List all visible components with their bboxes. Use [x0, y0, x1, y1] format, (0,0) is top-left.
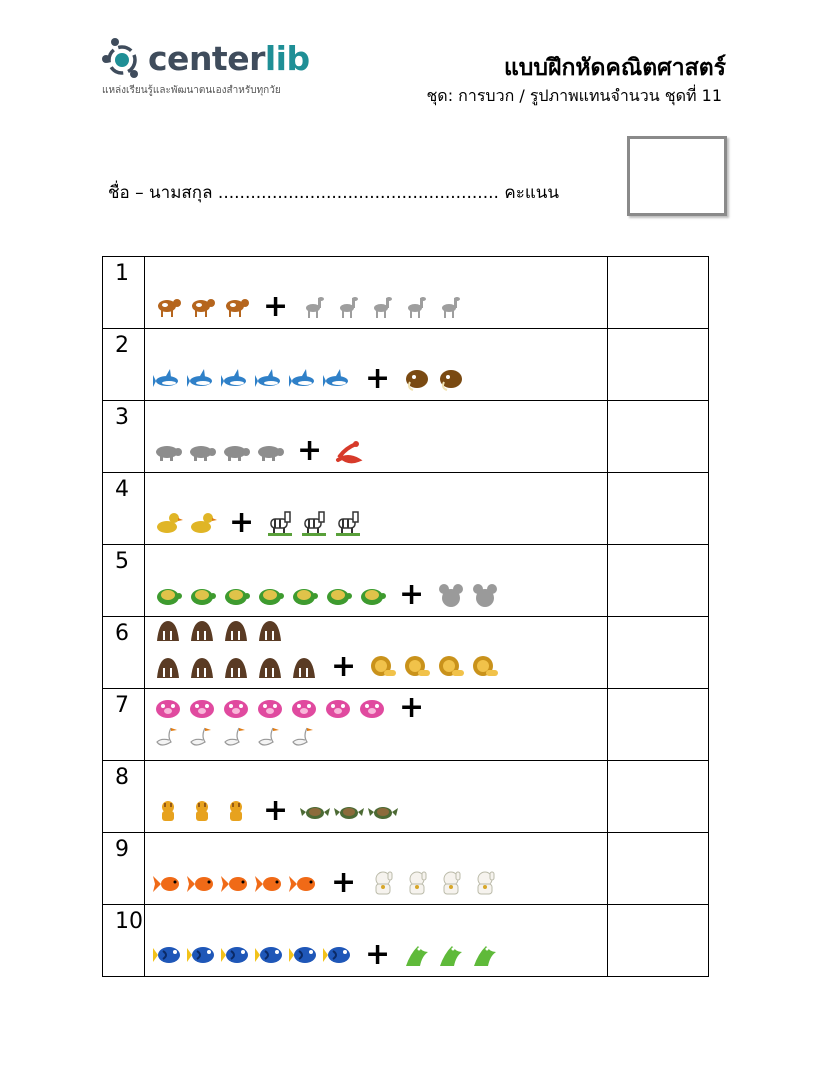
problem-row — [103, 329, 709, 401]
tiger-icon — [221, 798, 251, 824]
goose-icon — [221, 724, 251, 750]
answer-box[interactable] — [608, 689, 709, 761]
luckycat-icon — [470, 870, 500, 896]
shark-icon — [221, 366, 251, 392]
seaturtle-icon — [334, 798, 364, 824]
pig-icon — [255, 695, 285, 721]
problem-pictures — [145, 761, 608, 833]
goose-icon — [187, 724, 217, 750]
seaturtle-icon — [368, 798, 398, 824]
pig-icon — [187, 695, 217, 721]
shark-icon — [255, 366, 285, 392]
turtle-icon — [221, 582, 251, 608]
tiger-icon — [187, 798, 217, 824]
problem-row — [103, 833, 709, 905]
problem-pictures — [145, 833, 608, 905]
problem-row — [103, 257, 709, 329]
cow-icon — [187, 294, 217, 320]
worksheet-subtitle: ชุด: การบวก / รูปภาพแทนจำนวน ชุดที่ 11 — [426, 86, 722, 105]
problem-row — [103, 545, 709, 617]
answer-box[interactable] — [608, 473, 709, 545]
problem-number: 9 — [103, 833, 145, 905]
cow-icon — [153, 294, 183, 320]
turtle-icon — [289, 582, 319, 608]
plus-sign: + — [263, 289, 289, 324]
donkey-icon — [402, 294, 432, 320]
problem-row — [103, 617, 709, 689]
shark-icon — [323, 366, 353, 392]
plus-sign: + — [229, 505, 255, 540]
problem-pictures — [145, 545, 608, 617]
plus-sign: + — [331, 865, 357, 900]
answer-box[interactable] — [608, 329, 709, 401]
problem-number: 8 — [103, 761, 145, 833]
student-name-field[interactable]: ชื่อ – นามสกุล .................................................... คะแนน — [108, 183, 560, 203]
shark-icon — [187, 366, 217, 392]
walrus-icon — [255, 617, 285, 643]
answer-box[interactable] — [608, 545, 709, 617]
crocodile-icon — [436, 942, 466, 968]
duck-icon — [187, 510, 217, 536]
luckycat-icon — [368, 870, 398, 896]
pig-icon — [221, 695, 251, 721]
donkey-icon — [334, 294, 364, 320]
seaturtle-icon — [300, 798, 330, 824]
walrus-icon — [153, 617, 183, 643]
lion-icon — [368, 654, 398, 680]
goldfish-icon — [221, 870, 251, 896]
goldfish-icon — [255, 870, 285, 896]
goose-icon — [153, 724, 183, 750]
problem-pictures — [145, 329, 608, 401]
problem-row — [103, 473, 709, 545]
shark-icon — [289, 366, 319, 392]
problem-pictures — [145, 617, 608, 689]
mouse-icon — [470, 582, 500, 608]
goldfish-icon — [153, 870, 183, 896]
problem-table — [102, 256, 709, 977]
zebra-icon — [300, 510, 330, 536]
bluefish-icon — [323, 942, 353, 968]
walrus-icon — [289, 654, 319, 680]
problem-number: 5 — [103, 545, 145, 617]
bluefish-icon — [289, 942, 319, 968]
problem-pictures — [145, 905, 608, 977]
plus-sign: + — [297, 433, 323, 468]
lion-icon — [402, 654, 432, 680]
hippo-icon — [221, 438, 251, 464]
pig-icon — [323, 695, 353, 721]
donkey-icon — [368, 294, 398, 320]
mammoth-icon — [436, 366, 466, 392]
problem-pictures — [145, 401, 608, 473]
snake-icon — [334, 438, 364, 464]
turtle-icon — [357, 582, 387, 608]
goose-icon — [289, 724, 319, 750]
problem-number: 6 — [103, 617, 145, 689]
donkey-icon — [436, 294, 466, 320]
brand-tagline: แหล่งเรียนรู้และพัฒนาตนเองสำหรับทุกวัย — [102, 85, 281, 96]
problem-pictures — [145, 257, 608, 329]
goldfish-icon — [187, 870, 217, 896]
crocodile-icon — [470, 942, 500, 968]
walrus-icon — [153, 654, 183, 680]
answer-box[interactable] — [608, 617, 709, 689]
hippo-icon — [153, 438, 183, 464]
problem-pictures — [145, 689, 608, 761]
luckycat-icon — [402, 870, 432, 896]
plus-sign: + — [331, 649, 357, 684]
brand-name — [148, 36, 310, 82]
plus-sign: + — [365, 937, 391, 972]
duck-icon — [153, 510, 183, 536]
zebra-icon — [334, 510, 364, 536]
answer-box[interactable] — [608, 761, 709, 833]
logo-molecule-icon — [100, 36, 146, 82]
worksheet-title: แบบฝึกหัดคณิตศาสตร์ — [503, 55, 726, 81]
walrus-icon — [255, 654, 285, 680]
problem-number: 10 — [103, 905, 145, 977]
lion-icon — [470, 654, 500, 680]
score-box[interactable] — [627, 136, 727, 216]
turtle-icon — [255, 582, 285, 608]
bluefish-icon — [153, 942, 183, 968]
problem-number: 7 — [103, 689, 145, 761]
turtle-icon — [187, 582, 217, 608]
pig-icon — [153, 695, 183, 721]
problem-row — [103, 401, 709, 473]
mammoth-icon — [402, 366, 432, 392]
lion-icon — [436, 654, 466, 680]
problem-row — [103, 761, 709, 833]
answer-box[interactable] — [608, 401, 709, 473]
donkey-icon — [300, 294, 330, 320]
luckycat-icon — [436, 870, 466, 896]
shark-icon — [153, 366, 183, 392]
bluefish-icon — [221, 942, 251, 968]
walrus-icon — [187, 617, 217, 643]
bluefish-icon — [255, 942, 285, 968]
brand-name-part2: lib — [264, 39, 310, 78]
crocodile-icon — [402, 942, 432, 968]
zebra-icon — [266, 510, 296, 536]
hippo-icon — [255, 438, 285, 464]
problem-number: 3 — [103, 401, 145, 473]
walrus-icon — [221, 654, 251, 680]
problem-pictures — [145, 473, 608, 545]
plus-sign: + — [263, 793, 289, 828]
bluefish-icon — [187, 942, 217, 968]
answer-box[interactable] — [608, 257, 709, 329]
problem-row — [103, 905, 709, 977]
brand-name-part1: center — [148, 39, 265, 78]
problem-row — [103, 689, 709, 761]
goose-icon — [255, 724, 285, 750]
plus-sign: + — [365, 361, 391, 396]
problem-number: 4 — [103, 473, 145, 545]
pig-icon — [289, 695, 319, 721]
turtle-icon — [153, 582, 183, 608]
hippo-icon — [187, 438, 217, 464]
mouse-icon — [436, 582, 466, 608]
turtle-icon — [323, 582, 353, 608]
brand-logo — [100, 36, 330, 100]
cow-icon — [221, 294, 251, 320]
problem-number: 1 — [103, 257, 145, 329]
walrus-icon — [187, 654, 217, 680]
answer-box[interactable] — [608, 833, 709, 905]
problem-number: 2 — [103, 329, 145, 401]
tiger-icon — [153, 798, 183, 824]
plus-sign: + — [399, 690, 425, 725]
walrus-icon — [221, 617, 251, 643]
plus-sign: + — [399, 577, 425, 612]
pig-icon — [357, 695, 387, 721]
goldfish-icon — [289, 870, 319, 896]
answer-box[interactable] — [608, 905, 709, 977]
